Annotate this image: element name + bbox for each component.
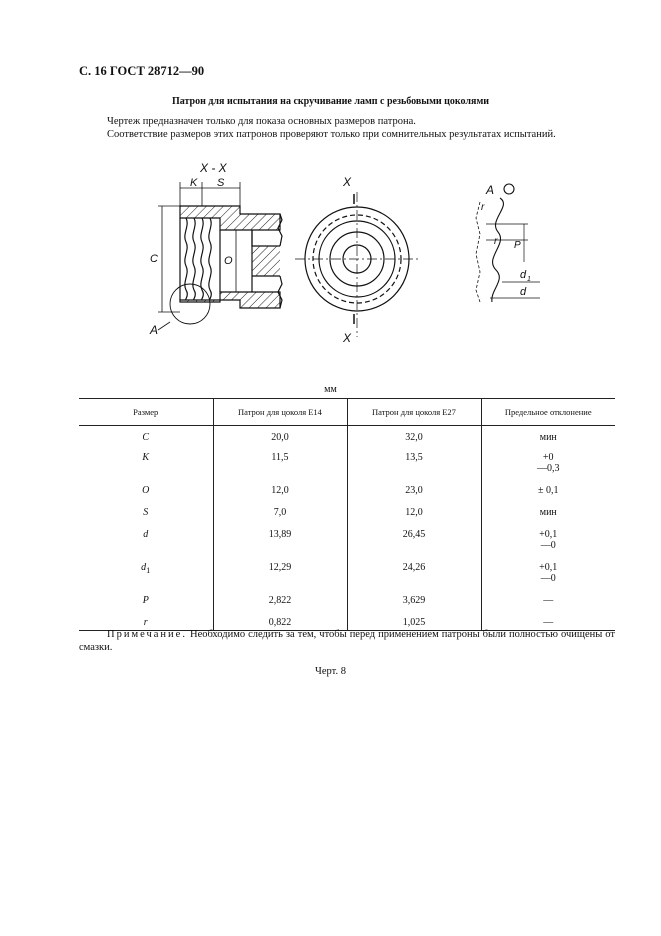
label-X-top: X [343,175,352,189]
cell-dimension [79,426,213,446]
label-d1-sub: 1 [527,276,531,283]
note [79,628,615,654]
dimension-symbol: O [142,484,150,496]
dimension-symbol: d [141,561,147,573]
tolerance-line: +0 [542,451,554,463]
cell-e14: 12,29 [213,556,347,589]
cell-dimension [79,523,213,556]
tolerance-line: —0,3 [537,462,560,474]
table-row [79,589,615,611]
tolerance-line: мин [539,432,557,443]
detail-label-A: A [486,183,495,197]
table-row [79,556,615,589]
table-row [79,426,615,446]
section-view [149,162,282,337]
page-header: С. 16 ГОСТ 28712—90 [79,64,205,78]
label-r-upper: r [481,202,485,213]
unit-label: мм [324,384,337,395]
header-size: Размер [79,399,213,426]
tolerance-line: —0 [540,572,556,584]
cell-dimension [79,446,213,479]
figure-caption: Черт. 8 [315,666,346,677]
label-d1: d [520,269,527,281]
cell-e27: 23,0 [347,479,481,501]
note-text: Необходимо следить за тем, чтобы перед применением патроны были полностью очищены от смазки. [79,629,615,653]
tolerance-line: мин [539,506,557,518]
cell-tolerance [481,479,615,501]
cell-e27: 26,45 [347,523,481,556]
dimension-symbol: r [143,616,148,628]
label-d: d [520,286,527,298]
cell-e14: 11,5 [213,446,347,479]
table-row [79,479,615,501]
cell-tolerance [481,501,615,523]
header-e14: Патрон для цоколя Е14 [213,399,347,426]
dimension-symbol: P [142,594,149,606]
table-header-row [79,399,615,426]
tolerance-line: —0 [540,539,556,551]
cell-tolerance [481,589,615,611]
tolerance-line: ± 0,1 [538,484,559,496]
table-row [79,446,615,479]
label-C: C [150,253,158,265]
cell-e27: 3,629 [347,589,481,611]
dimension-symbol: d [143,528,149,540]
cell-tolerance [481,523,615,556]
dimension-symbol: K [142,451,150,463]
tolerance-line: — [543,616,554,628]
cell-e14: 7,0 [213,501,347,523]
cell-e27: 24,26 [347,556,481,589]
cell-e14: 2,822 [213,589,347,611]
section-label: X - X [200,162,227,175]
intro-line-2: Соответствие размеров этих патронов проверяют только при сомнительных результатах испытаний. [107,129,556,140]
label-O: O [224,255,233,267]
cell-dimension [79,589,213,611]
label-X-bottom: X [343,331,352,345]
cell-e27: 32,0 [347,426,481,446]
cell-e27: 1,025 [347,611,481,631]
end-view [295,175,420,345]
table-body [79,426,615,631]
cell-e14: 12,0 [213,479,347,501]
cell-dimension [79,479,213,501]
dimension-symbol: S [143,506,149,518]
dimension-subscript: 1 [146,565,151,575]
dimension-symbol: C [142,432,150,443]
cell-tolerance [481,446,615,479]
technical-drawing [140,162,560,352]
cell-tolerance [481,556,615,589]
label-A: A [150,323,159,337]
header-e27: Патрон для цоколя Е27 [347,399,481,426]
cell-tolerance [481,426,615,446]
dimensions-table [79,398,615,631]
cell-dimension [79,556,213,589]
section-title: Патрон для испытания на скручивание ламп с резьбовыми цоколями [171,96,490,107]
cell-e27: 13,5 [347,446,481,479]
tolerance-line: +0,1 [539,561,558,573]
label-S: S [217,177,225,189]
cell-e14: 13,89 [213,523,347,556]
label-r-lower: r [494,236,498,247]
label-P: P [514,240,521,251]
intro-line-1: Чертеж предназначен только для показа основных размеров патрона. [107,116,416,127]
table-row [79,501,615,523]
cell-dimension [79,501,213,523]
table-row [79,523,615,556]
header-tolerance: Предельное отклонение [481,399,615,426]
thread-detail-A [476,183,540,302]
tolerance-line: — [543,594,554,606]
tolerance-line: +0,1 [539,528,558,540]
cell-e27: 12,0 [347,501,481,523]
note-label: Примечание. [107,629,187,640]
label-K: K [190,177,198,189]
cell-e14: 0,822 [213,611,347,631]
cell-e14: 20,0 [213,426,347,446]
